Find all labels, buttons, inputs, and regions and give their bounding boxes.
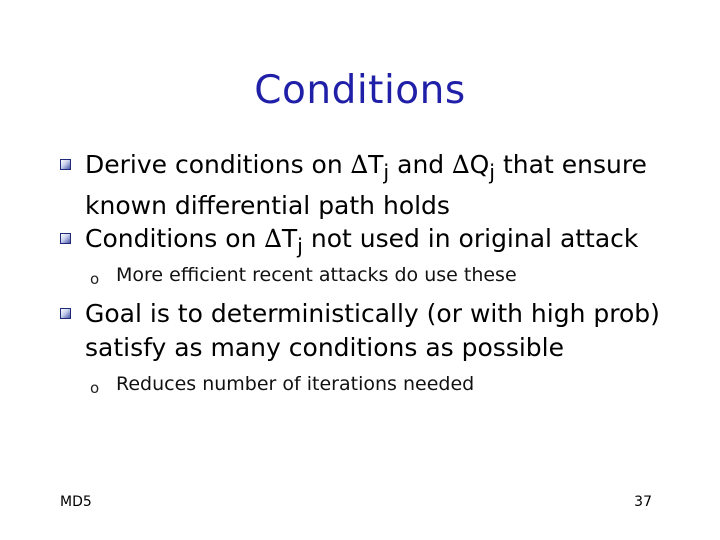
- text-run: that ensure known differential path holds: [85, 150, 647, 220]
- subbullet-reduces-iterations: [90, 372, 690, 396]
- subbullet-text: More efficient recent attacks do use these: [116, 264, 517, 286]
- delta-symbol: ∆: [264, 224, 282, 253]
- variable-q: Q: [469, 150, 490, 179]
- subscript-j: j: [297, 234, 303, 258]
- bullet-goal: [60, 297, 680, 365]
- square-bullet-icon: [60, 233, 71, 244]
- bullet-text: [85, 148, 680, 223]
- text-run: not used in original attack: [302, 224, 639, 253]
- subscript-j: j: [383, 160, 390, 184]
- bullet-conditions-not-used: [60, 222, 680, 263]
- page-number: 37: [634, 494, 652, 510]
- circle-outline-icon: o: [90, 379, 100, 397]
- text-run: Derive conditions on: [85, 150, 351, 179]
- bullet-text: Goal is to deterministically (or with high prob) satisfy as many conditions as possible: [85, 299, 660, 362]
- circle-outline-icon: o: [90, 270, 100, 288]
- slide-title: Conditions: [254, 68, 466, 113]
- delta-symbol: ∆: [350, 150, 369, 179]
- subbullet-efficient-attacks: [90, 263, 690, 287]
- bullet-text: [85, 222, 680, 263]
- square-bullet-icon: [60, 159, 71, 170]
- text-run: and: [389, 150, 453, 179]
- square-bullet-icon: [60, 308, 71, 319]
- variable-t: T: [368, 150, 384, 179]
- footer-label: MD5: [60, 494, 92, 510]
- delta-symbol: ∆: [452, 150, 470, 179]
- text-run: Conditions on: [85, 224, 265, 253]
- subscript-j: j: [489, 160, 496, 184]
- variable-t: T: [281, 224, 298, 253]
- subbullet-text: Reduces number of iterations needed: [116, 373, 475, 395]
- bullet-derive-conditions: [60, 148, 680, 223]
